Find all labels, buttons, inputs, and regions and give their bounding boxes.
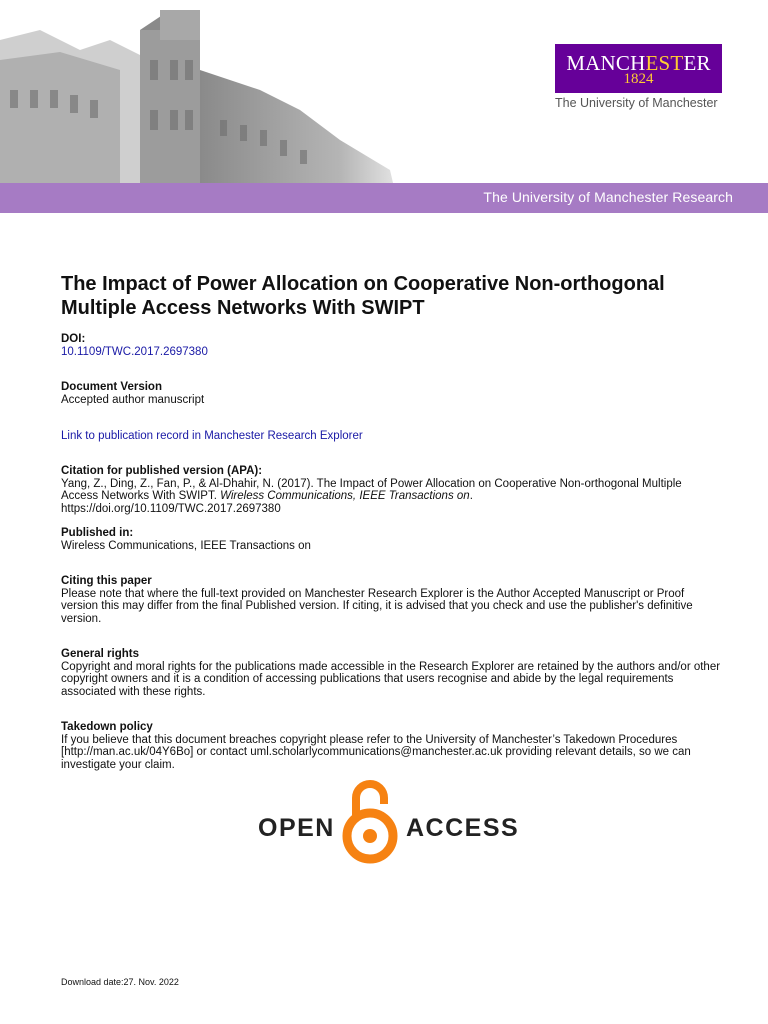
paper-title: The Impact of Power Allocation on Cooperative Non-orthogonal Multiple Access Networks With SWIPT	[61, 273, 665, 319]
citing-label: Citing this paper	[61, 575, 152, 587]
logo-subtitle: The University of Manchester	[555, 96, 718, 110]
logo-text-part1: MANCH	[566, 51, 646, 75]
open-access-word-open: OPEN	[258, 814, 335, 842]
logo-text-part2: EST	[645, 51, 684, 75]
open-access-logo	[258, 778, 520, 866]
citation-label: Citation for published version (APA):	[61, 465, 263, 477]
published-in-section	[61, 527, 721, 552]
takedown-text: If you believe that this document breaches copyright please refer to the University of Manchester’s Takedown Procedures [http://man.ac.uk/04Y6Bo] or contact uml.scholarlycommunications@manchester.ac.uk providing relevant details, so we can investigate your claim.	[61, 733, 691, 771]
band-title: The University of Manchester Research	[483, 189, 733, 205]
general-rights-label: General rights	[61, 648, 139, 660]
citation-url[interactable]: https://doi.org/10.1109/TWC.2017.2697380	[61, 502, 281, 515]
published-in-value: Wireless Communications, IEEE Transactions on	[61, 539, 311, 552]
record-link[interactable]: Link to publication record in Manchester Research Explorer	[61, 430, 363, 442]
general-rights-text: Copyright and moral rights for the publications made accessible in the Research Explorer are retained by the authors and/or other copyright owners and it is a condition of accessing publications that users recognise and abide by the legal requirements associated with these rights.	[61, 660, 721, 698]
logo-year: 1824	[623, 71, 654, 87]
university-building-image	[0, 0, 400, 213]
logo-text-part3: ER	[683, 51, 711, 75]
doi-link[interactable]: 10.1109/TWC.2017.2697380	[61, 345, 208, 358]
citation-text	[61, 478, 721, 516]
citation-end: .	[469, 490, 473, 502]
document-version-value: Accepted author manuscript	[61, 393, 205, 406]
manchester-logo	[555, 44, 722, 93]
citing-text: Please note that where the full-text provided on Manchester Research Explorer is the Author Accepted Manuscript or Proof version this may differ from the final Published version. If citing, it is advised that you check and use the publisher's definitive version.	[61, 587, 693, 625]
takedown-label: Takedown policy	[61, 721, 153, 733]
citation-body: Yang, Z., Ding, Z., Fan, P., & Al-Dhahir, N. (2017). The Impact of Power Allocation on Cooperative Non-orthogonal Multiple Access Networks With SWIPT.	[61, 477, 682, 502]
record-link-section	[61, 430, 721, 443]
page-header	[0, 0, 768, 213]
open-access-word-access: ACCESS	[406, 814, 520, 842]
general-rights-section	[61, 648, 721, 698]
takedown-section	[61, 721, 721, 771]
doi-section	[61, 333, 721, 358]
download-date: Download date:27. Nov. 2022	[61, 977, 179, 987]
open-access-lock-icon	[342, 778, 402, 866]
citing-section	[61, 575, 721, 625]
document-version-section	[61, 381, 721, 406]
citation-section	[61, 465, 721, 515]
citation-journal: Wireless Communications, IEEE Transactions on	[220, 490, 470, 502]
doi-label: DOI:	[61, 333, 86, 345]
document-version-label: Document Version	[61, 381, 162, 393]
published-in-label: Published in:	[61, 527, 134, 539]
